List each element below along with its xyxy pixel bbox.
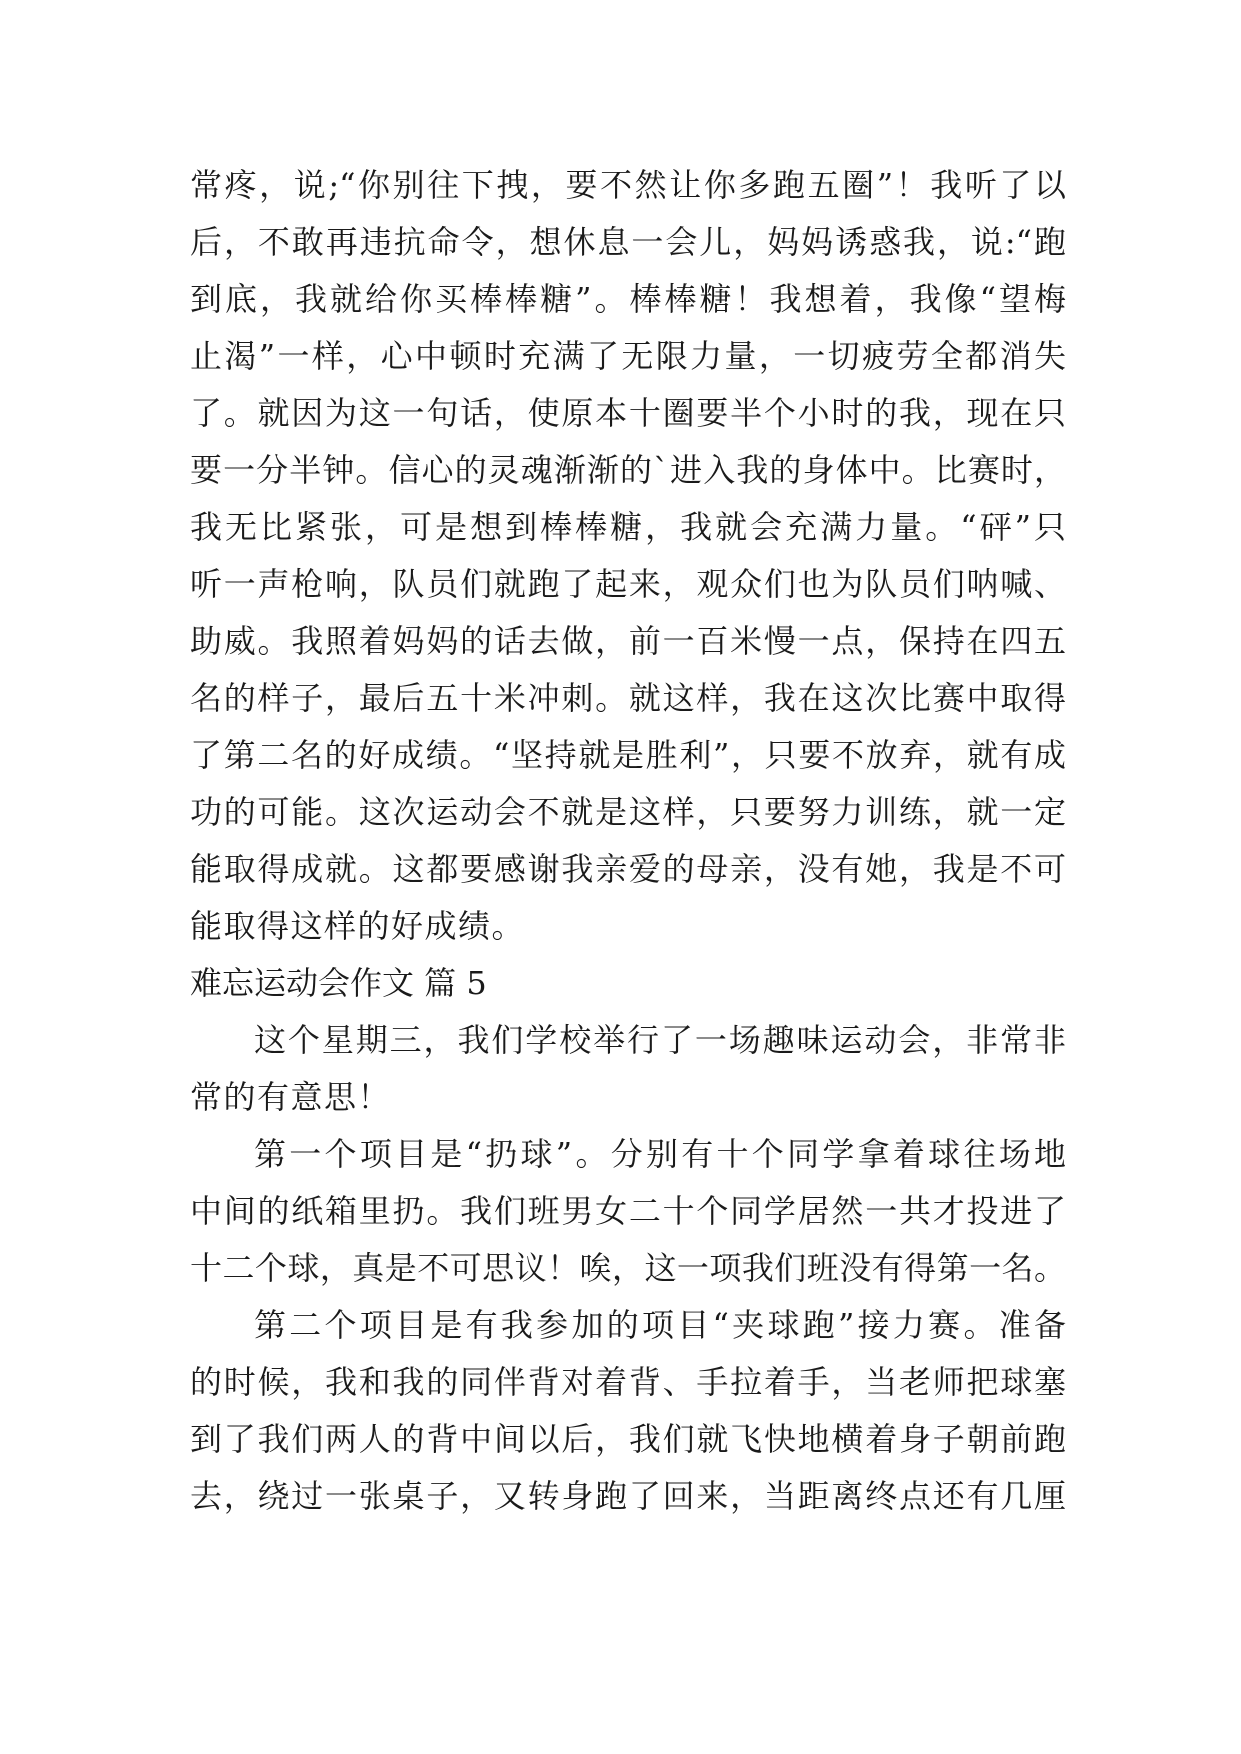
text-line: 名的样子，最后五十米冲刺。就这样，我在这次比赛中取得: [190, 679, 1066, 717]
text-line: 能取得成就。这都要感谢我亲爱的母亲，没有她，我是不可: [190, 850, 1066, 888]
text-line: 去，绕过一张桌子，又转身跑了回来，当距离终点还有几厘: [190, 1477, 1066, 1515]
text-line: 助威。我照着妈妈的话去做，前一百米慢一点，保持在四五: [190, 622, 1066, 660]
text-line: 了。就因为这一句话，使原本十圈要半个小时的我，现在只: [190, 394, 1066, 432]
text-line: 到底，我就给你买棒棒糖”。棒棒糖！我想着，我像“望梅: [190, 280, 1066, 318]
paragraph-first-line: 第二个项目是有我参加的项目“夹球跑”接力赛。准备: [254, 1306, 1066, 1344]
text-line: 十二个球，真是不可思议！唉，这一项我们班没有得第一名。: [190, 1249, 1066, 1287]
text-line: 功的可能。这次运动会不就是这样，只要努力训练，就一定: [190, 793, 1066, 831]
paragraph-first-line: 这个星期三，我们学校举行了一场趣味运动会，非常非: [254, 1021, 1066, 1059]
text-line: 止渴”一样，心中顿时充满了无限力量，一切疲劳全都消失: [190, 337, 1066, 375]
text-line: 我无比紧张，可是想到棒棒糖，我就会充满力量。“砰”只: [190, 508, 1066, 546]
text-line: 中间的纸箱里扔。我们班男女二十个同学居然一共才投进了: [190, 1192, 1066, 1230]
section-heading: 难忘运动会作文 篇 5: [190, 964, 487, 1002]
text-line: 到了我们两人的背中间以后，我们就飞快地横着身子朝前跑: [190, 1420, 1066, 1458]
text-line: 后，不敢再违抗命令，想休息一会儿，妈妈诱惑我，说:“跑: [190, 223, 1066, 261]
text-line: 的时候，我和我的同伴背对着背、手拉着手，当老师把球塞: [190, 1363, 1066, 1401]
text-line: 要一分半钟。信心的灵魂渐渐的`进入我的身体中。比赛时，: [190, 451, 1066, 489]
paragraph-first-line: 第一个项目是“扔球”。分别有十个同学拿着球往场地: [254, 1135, 1066, 1173]
text-line: 了第二名的好成绩。“坚持就是胜利”，只要不放弃，就有成: [190, 736, 1066, 774]
text-line: 能取得这样的好成绩。: [190, 907, 526, 945]
text-line: 听一声枪响，队员们就跑了起来，观众们也为队员们呐喊、: [190, 565, 1066, 603]
text-line: 常的有意思！: [190, 1078, 392, 1116]
text-line: 常疼，说;“你别往下拽，要不然让你多跑五圈”！我听了以: [190, 166, 1066, 204]
